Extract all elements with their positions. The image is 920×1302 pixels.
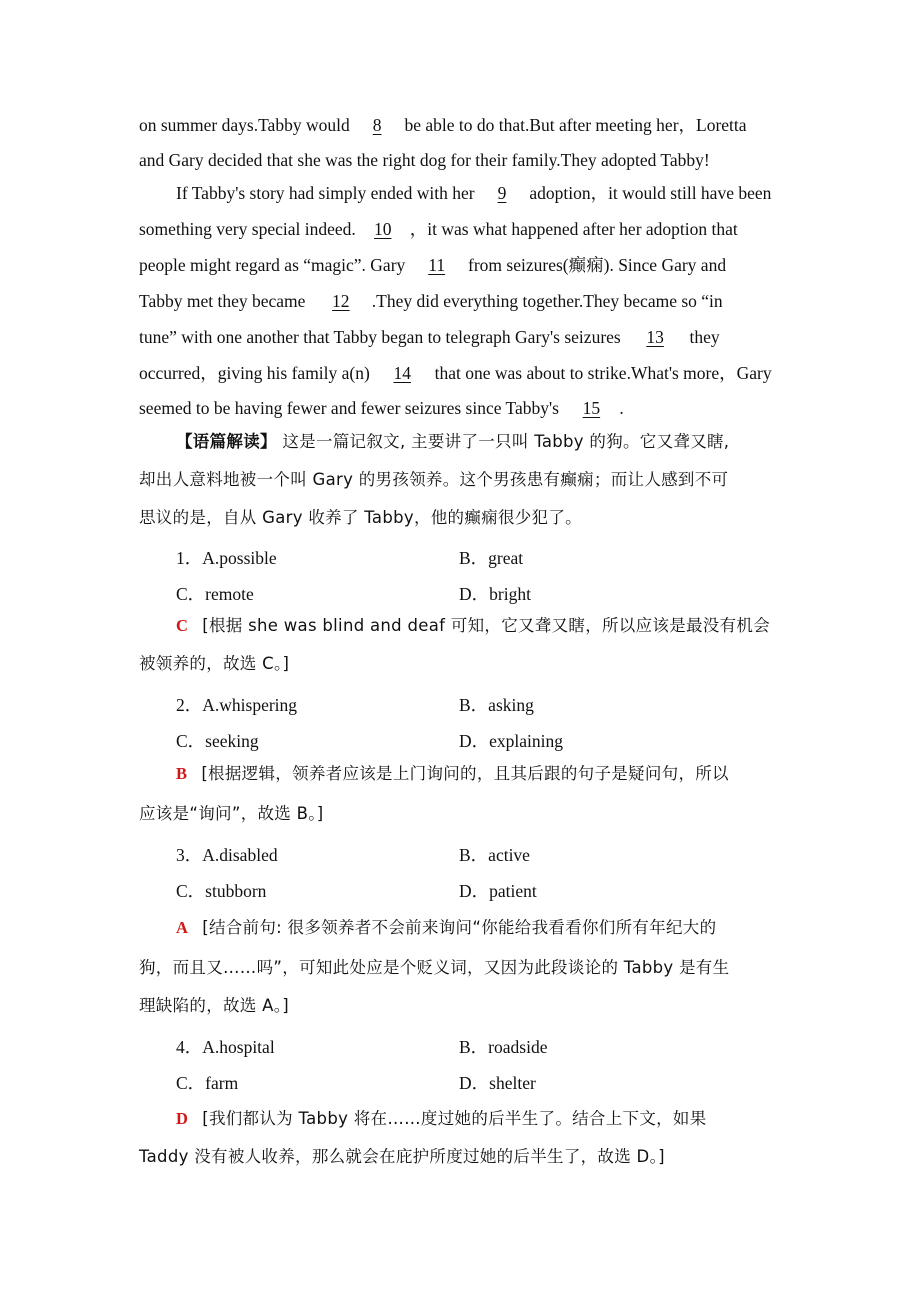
q1-option-c: C．remote: [176, 584, 254, 604]
analysis-line: 却出人意料地被一个叫 Gary 的男孩领养。这个男孩患有癫痫；而让人感到不可: [139, 470, 729, 489]
q2-explanation-line: 应该是“询问”，故选 B。]: [139, 804, 324, 823]
passage-line: Tabby met they became 12 .They did everything together.They became so “in: [139, 291, 723, 311]
q3-option-b: B．active: [459, 845, 530, 865]
blank-15: 15: [582, 398, 601, 418]
blank-10: 10: [374, 219, 392, 239]
q4-option-c: C．farm: [176, 1073, 239, 1093]
q4-option-b: B．roadside: [459, 1037, 548, 1057]
q2-option-b: B．asking: [459, 695, 534, 715]
q2-option-d: D．explaining: [459, 731, 564, 751]
q3-option-c: C．stubborn: [176, 881, 267, 901]
q1-option-b: B．great: [459, 548, 524, 568]
passage-line: seemed to be having fewer and fewer seizures since Tabby's 15 .: [139, 398, 624, 418]
blank-9: 9: [497, 183, 507, 203]
passage-line: tune” with one another that Tabby began to telegraph Gary's seizures 13 they: [139, 327, 720, 347]
blank-8: 8: [372, 115, 382, 135]
passage-line: and Gary decided that she was the right dog for their family.They adopted Tabby!: [139, 150, 710, 170]
passage-line: occurred，giving his family a(n) 14 that one was about to strike.What's more，Gary: [139, 363, 772, 383]
q4-explanation: D [我们都认为 Tabby 将在……度过她的后半生了。结合上下文，如果: [176, 1109, 707, 1128]
q3-explanation-line: 理缺陷的，故选 A。]: [139, 996, 290, 1015]
q1-explanation: C [根据 she was blind and deaf 可知，它又聋又瞎，所以应该是最没有机会: [176, 616, 770, 635]
q3-explanation-line: 狗，而且又……吗”，可知此处应是个贬义词，又因为此段谈论的 Tabby 是有生: [139, 958, 730, 977]
blank-12: 12: [332, 291, 350, 311]
q4-option-a: 4．A.hospital: [176, 1037, 275, 1057]
blank-11: 11: [428, 255, 446, 275]
q1-option-d: D．bright: [459, 584, 531, 604]
q3-option-d: D．patient: [459, 881, 537, 901]
passage-line: If Tabby's story had simply ended with her 9 adoption，it would still have been: [176, 183, 772, 203]
analysis-line: 思议的是，自从 Gary 收养了 Tabby，他的癫痫很少犯了。: [139, 508, 582, 527]
q3-explanation: A [结合前句: 很多领养者不会前来询问“你能给我看看你们所有年纪大的: [176, 918, 717, 937]
analysis-header: 【语篇解读】: [176, 432, 277, 451]
blank-13: 13: [646, 327, 664, 347]
passage-line: something very special indeed. 10 ，it was what happened after her adoption that: [139, 219, 738, 239]
q1-answer: C: [176, 616, 189, 635]
q4-option-d: D．shelter: [459, 1073, 536, 1093]
q4-explanation-line: Taddy 没有被人收养，那么就会在庇护所度过她的后半生了，故选 D。]: [139, 1147, 665, 1166]
passage-line: people might regard as “magic”. Gary 11 from seizures(癫痫). Since Gary and: [139, 255, 727, 275]
q4-answer: D: [176, 1109, 189, 1128]
q2-option-a: 2．A.whispering: [176, 695, 298, 715]
q3-option-a: 3．A.disabled: [176, 845, 278, 865]
q2-option-c: C．seeking: [176, 731, 259, 751]
q1-option-a: 1．A.possible: [176, 548, 277, 568]
blank-14: 14: [393, 363, 411, 383]
q1-explanation-line: 被领养的，故选 C。]: [139, 654, 290, 673]
passage-line: on summer days.Tabby would 8 be able to do that.But after meeting her，Loretta: [139, 115, 747, 135]
q3-answer: A: [176, 918, 189, 937]
q2-answer: B: [176, 764, 188, 783]
analysis-line: 【语篇解读】 这是一篇记叙文, 主要讲了一只叫 Tabby 的狗。它又聋又瞎,: [176, 432, 730, 451]
q2-explanation: B [根据逻辑，领养者应该是上门询问的，且其后跟的句子是疑问句，所以: [176, 764, 729, 783]
